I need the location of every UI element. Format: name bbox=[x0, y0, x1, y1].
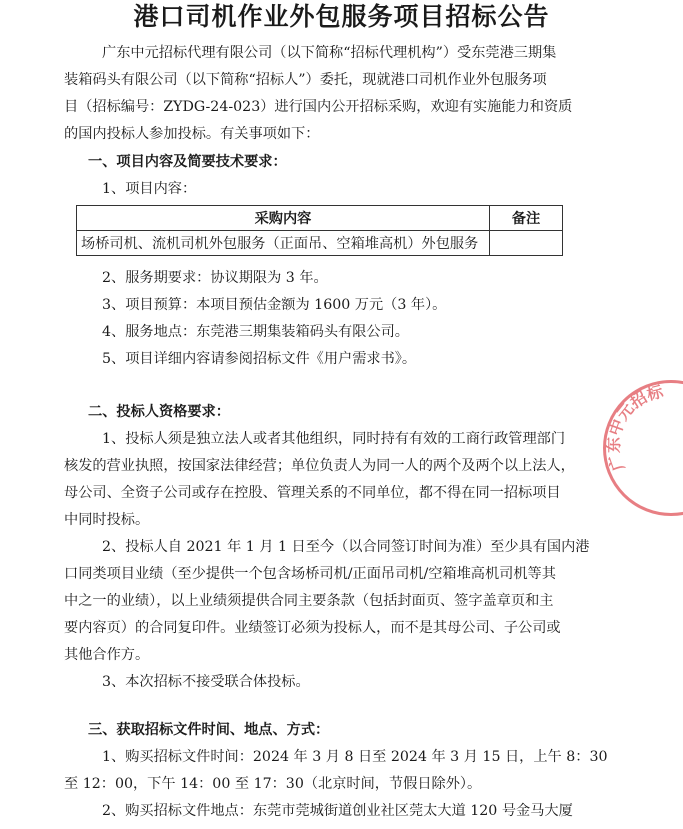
purchase-time-line: 1、购买招标文件时间：2024 年 3 月 8 日至 2024 年 3 月 15 日，上午 8：30 bbox=[102, 749, 608, 765]
table-header-content: 采购内容 bbox=[77, 206, 490, 231]
svg-text:广东中元招标 bbox=[604, 382, 666, 474]
performance-line: 口同类项目业绩（至少提供一个包含场桥司机/正面吊司机/空箱堆高机司机等其 bbox=[64, 566, 556, 582]
section-heading-3: 三、获取招标文件时间、地点、方式： bbox=[88, 722, 330, 738]
qualification-line: 1、投标人须是独立法人或者其他组织，同时持有有效的工商行政管理部门 bbox=[102, 431, 566, 447]
table-row bbox=[77, 231, 563, 256]
item-project-content: 1、项目内容： bbox=[102, 181, 197, 197]
page-title: 港口司机作业外包服务项目招标公告 bbox=[133, 2, 550, 31]
intro-line: 的国内投标人参加投标。有关事项如下： bbox=[64, 126, 320, 142]
intro-line: 装箱码头有限公司（以下简称“招标人”）委托，现就港口司机作业外包服务项 bbox=[64, 72, 547, 88]
purchase-time-line: 至 12：00，下午 14：00 至 17：30（北京时间，节假日除外）。 bbox=[64, 776, 482, 792]
no-consortium-line: 3、本次招标不接受联合体投标。 bbox=[102, 674, 310, 690]
performance-line: 中之一的业绩），以上业绩须提供合同主要条款（包括封面页、签字盖章页和主 bbox=[64, 593, 554, 609]
table-cell-content: 场桥司机、流机司机外包服务（正面吊、空箱堆高机）外包服务 bbox=[77, 231, 490, 256]
table-header-row bbox=[77, 206, 563, 231]
company-seal-stamp bbox=[603, 380, 683, 516]
procurement-table bbox=[76, 205, 563, 256]
intro-line: 广东中元招标代理有限公司（以下简称“招标代理机构”）受东莞港三期集 bbox=[102, 45, 557, 61]
performance-line: 其他合作方。 bbox=[64, 647, 150, 663]
seal-text-arc bbox=[603, 380, 683, 510]
qualification-line: 中同时投标。 bbox=[64, 512, 150, 528]
performance-line: 2、投标人自 2021 年 1 月 1 日至今（以合同签订时间为准）至少具有国内港 bbox=[102, 539, 590, 555]
performance-line: 要内容页）的合同复印件。业绩签订必须为投标人，而不是其母公司、子公司或 bbox=[64, 620, 561, 636]
table-header-note: 备注 bbox=[490, 206, 563, 231]
qualification-line: 核发的营业执照，按国家法律经营；单位负责人为同一人的两个及两个以上法人， bbox=[64, 458, 575, 474]
section-heading-1: 一、项目内容及简要技术要求： bbox=[88, 154, 287, 170]
item-details: 5、项目详细内容请参阅招标文件《用户需求书》。 bbox=[102, 351, 417, 367]
seal-text: 广东中元招标 bbox=[604, 381, 665, 474]
qualification-line: 母公司、全资子公司或存在控股、管理关系的不同单位，都不得在同一招标项目 bbox=[64, 485, 561, 501]
item-service-location: 4、服务地点：东莞港三期集装箱码头有限公司。 bbox=[102, 324, 409, 340]
item-service-period: 2、服务期要求：协议期限为 3 年。 bbox=[102, 270, 328, 286]
section-heading-2: 二、投标人资格要求： bbox=[88, 404, 230, 420]
item-budget: 3、项目预算：本项目预估金额为 1600 万元（3 年）。 bbox=[102, 297, 447, 313]
intro-line: 目（招标编号：ZYDG-24-023）进行国内公开招标采购，欢迎有实施能力和资质 bbox=[64, 99, 573, 115]
purchase-location-line: 2、购买招标文件地点：东莞市莞城街道创业社区莞太大道 120 号金马大厦 bbox=[102, 803, 573, 819]
table-cell-note bbox=[490, 231, 563, 256]
